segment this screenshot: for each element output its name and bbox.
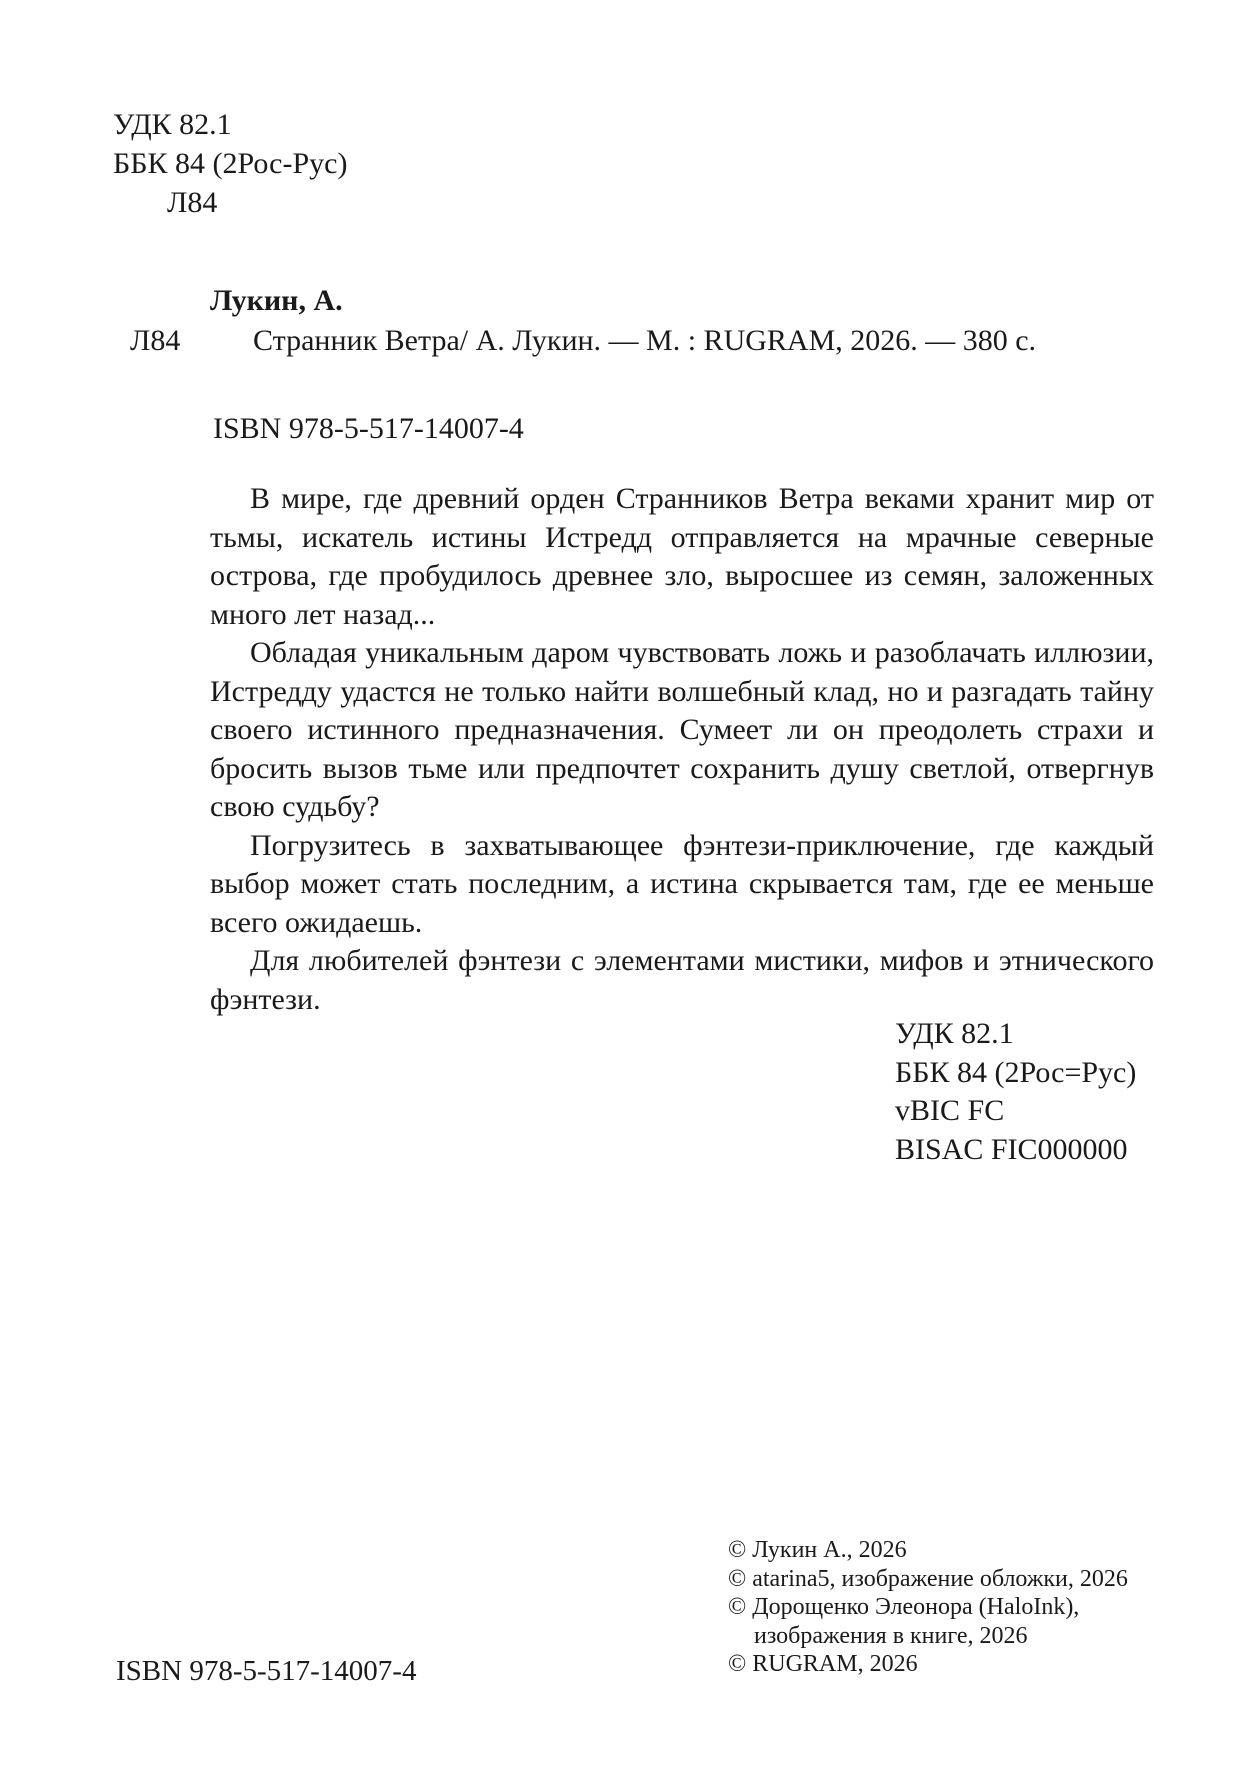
annotation	[210, 480, 1154, 1019]
author-mark-margin: Л84	[130, 324, 181, 357]
book-title-line: Странник Ветра/ А. Лукин. — М. : RUGRAM, 2026. — 380 с.	[253, 324, 1037, 357]
annotation-paragraph-3: Погрузитесь в захватывающее фэнтези-приключение, где каждый выбор может стать последним, а истина скрывается там, где ее меньше всего ожидаешь.	[210, 828, 1154, 939]
udk-code-top: УДК 82.1	[113, 108, 232, 141]
copyright-illustrator: © Дорощенко Элеонора (HaloInk),	[728, 1594, 1080, 1620]
copyright-cover: © atarina5, изображение обложки, 2026	[728, 1565, 1128, 1592]
author-mark-top: Л84	[167, 186, 218, 219]
bisac-code: BISAC FIC000000	[895, 1132, 1128, 1166]
classification-right	[895, 1015, 1136, 1169]
copyright-block	[728, 1536, 1128, 1679]
bbk-code-right: ББК 84 (2Рос=Рус)	[895, 1055, 1137, 1089]
copyright-author: © Лукин А., 2026	[728, 1537, 907, 1563]
isbn-record: ISBN 978-5-517-14007-4	[213, 412, 524, 445]
udk-code-right: УДК 82.1	[895, 1017, 1014, 1050]
annotation-paragraph-1: В мире, где древний орден Странников Ветра веками хранит мир от тьмы, искатель истины Истредд отправляется на мрачные северные острова, где пробудилось древнее зло, выросшее из семян, заложенных много лет назад...	[210, 482, 1154, 631]
annotation-paragraph-4: Для любителей фэнтези с элементами мистики, мифов и этнического фэнтези.	[210, 944, 1154, 1016]
copyright-publisher: © RUGRAM, 2026	[728, 1651, 918, 1677]
author-heading: Лукин, А.	[210, 284, 343, 317]
isbn-bottom: ISBN 978-5-517-14007-4	[116, 1655, 417, 1687]
copyright-illustrator-continued: изображения в книге, 2026	[754, 1622, 1028, 1649]
annotation-paragraph-2: Обладая уникальным даром чувствовать ложь и разоблачать иллюзии, Истредду удастся не только найти волшебный клад, но и разгадать тайну своего истинного предназначения. Сумеет ли он преодолеть страхи и бросить вызов тьме или предпочтет сохранить душу светлой, отвергнув свою судьбу?	[210, 636, 1154, 823]
vbic-code: vBIC FC	[895, 1094, 1005, 1127]
bbk-code-top: ББК 84 (2Рос-Рус)	[113, 147, 348, 180]
